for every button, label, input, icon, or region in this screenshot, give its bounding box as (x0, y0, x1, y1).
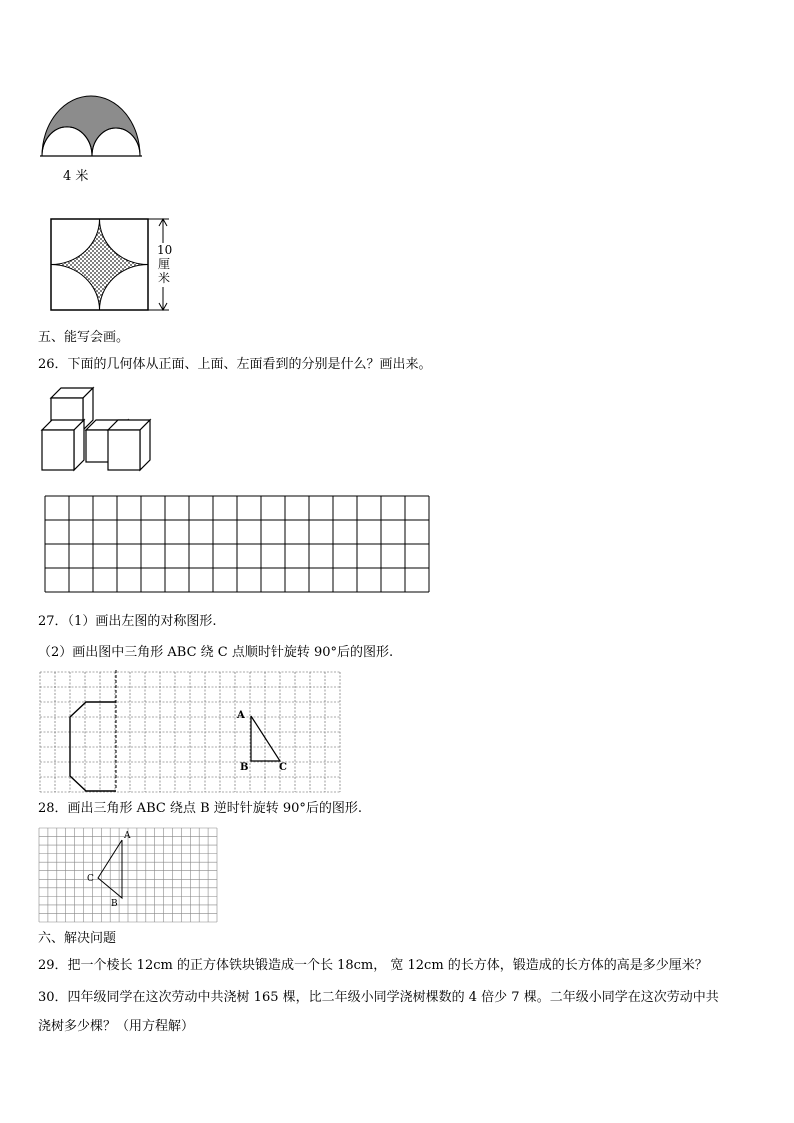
q28-label-a: A (124, 831, 131, 841)
q27-label-a: A (237, 710, 245, 721)
semicircle-figure (38, 90, 158, 170)
q28-label-b: B (111, 899, 118, 909)
figure1-label: 4 米 (63, 169, 89, 184)
cube-stack-figure (38, 384, 168, 474)
section5-heading: 五、能写会画。 (38, 330, 130, 345)
figure2-label-line: 10 (157, 243, 173, 257)
q27-label-b: B (240, 762, 249, 773)
answer-grid-q26[interactable] (44, 495, 434, 595)
q28-figure-grid[interactable] (38, 826, 223, 926)
q30-line1: 30．四年级同学在这次劳动中共浇树 165 棵，比二年级小同学浇树棵数的 4 倍少 7 棵。二年级小同学在这次劳动中共 (38, 990, 719, 1005)
q29-text: 29．把一个棱长 12cm 的正方体铁块锻造成一个长 18cm， 宽 12cm 的长方体，锻造成的长方体的高是多少厘米？ (38, 958, 708, 973)
section6-heading: 六、解决问题 (38, 931, 117, 946)
q27-figure-grid[interactable] (39, 670, 344, 795)
q27-part1: 27．（1）画出左图的对称图形. (38, 614, 217, 629)
figure2-label-line: 米 (157, 271, 170, 285)
q26-text: 26．下面的几何体从正面、上面、左面看到的分别是什么？画出来。 (38, 357, 432, 372)
q27-label-c: C (279, 762, 287, 773)
figure2-label (157, 243, 171, 285)
q28-text: 28．画出三角形 ABC 绕点 B 逆时针旋转 90°后的图形. (38, 801, 363, 816)
q30-line2: 浇树多少棵？（用方程解） (38, 1019, 195, 1034)
figure2-label-line: 厘 (157, 257, 170, 271)
q28-label-c: C (87, 874, 94, 884)
q27-part2: （2）画出图中三角形 ABC 绕 C 点顺时针旋转 90°后的图形. (38, 645, 394, 660)
